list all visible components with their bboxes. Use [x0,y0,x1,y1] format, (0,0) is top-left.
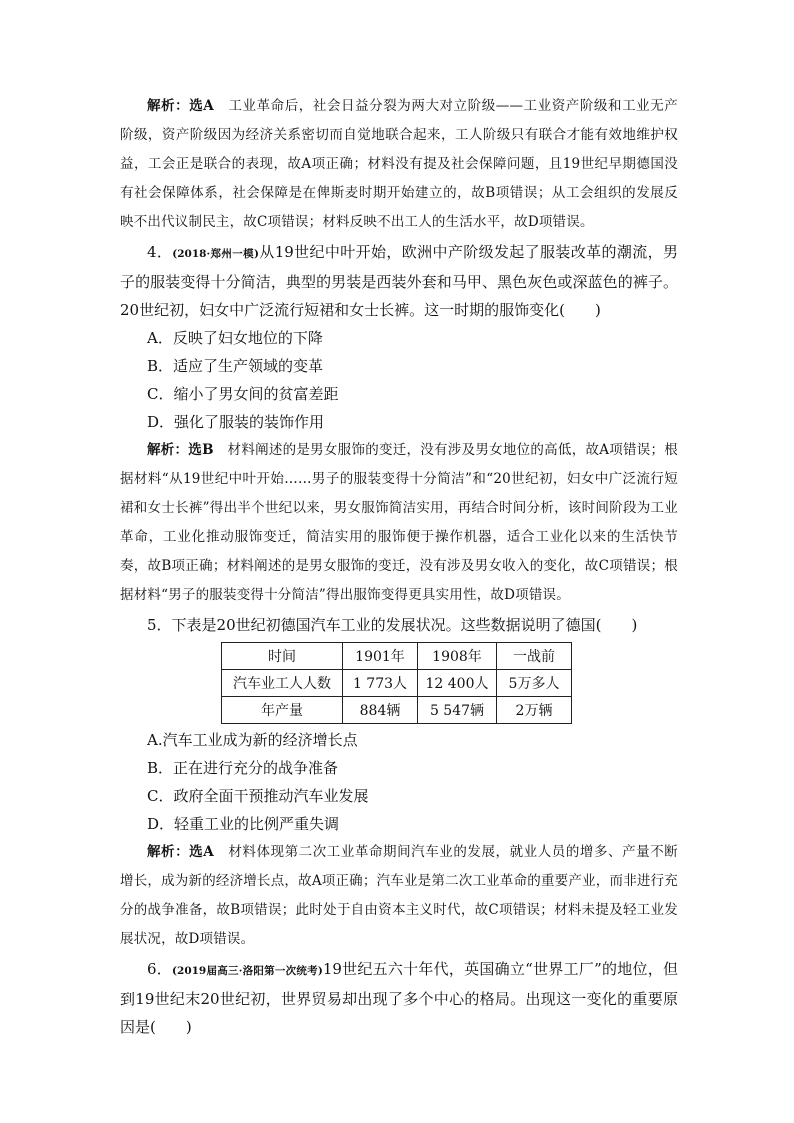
table-header-cell: 一战前 [497,643,572,670]
question-6 [120,955,678,1041]
table-row [222,670,572,697]
table-cell: 年产量 [222,697,343,724]
table-cell: 5万多人 [497,670,572,697]
explanation-label: 解析：选 [147,442,203,458]
table-cell: 2万辆 [497,697,572,724]
table-header-cell: 时间 [222,643,343,670]
explanation-q3 [120,92,678,237]
table-header-cell: 1901年 [343,643,418,670]
option-b: B．适应了生产领域的变革 [147,357,324,375]
data-table [221,642,572,724]
question-number: 4． [147,243,173,261]
table-cell: 1 773人 [343,670,418,697]
explanation-q4 [120,436,678,610]
explanation-q5 [120,838,678,954]
question-stem: 从19世纪中叶开始，欧洲中产阶级发起了服装改革的潮流，男子的服装变得十分简洁，典型的男装是西装外套和马甲、黑色灰色或深蓝色的裤子。20世纪初，妇女中广泛流行短裙和女士长裤。这一时期的服饰变化( ) [120,243,678,319]
table-cell: 5 547辆 [418,697,497,724]
question-5 [120,611,678,639]
option-b: B．正在进行充分的战争准备 [147,759,339,777]
question-stem: 19世纪五六十年代，英国确立“世界工厂”的地位，但到19世纪末20世纪初，世界贸易却出现了多个中心的格局。出现这一变化的重要原因是( ) [120,960,678,1036]
option-c: C．政府全面干预推动汽车业发展 [147,787,369,805]
table-cell: 汽车业工人人数 [222,670,343,697]
question-number: 6． [147,960,173,978]
page-content [120,92,678,1041]
explanation-label: 解析：选 [147,844,204,860]
explanation-text: 材料体现第二次工业革命期间汽车业的发展，就业人员的增多、产量不断增长，成为新的经济增长点，故A项正确；汽车业是第二次工业革命的重要产业，而非进行充分的战争准备，故B项错误；此时处于自由资本主义时代，故C项错误；材料未提及轻工业发展状况，故D项错误。 [120,844,678,947]
option-d: D．强化了服装的装饰作用 [147,413,325,431]
explanation-text: 材料阐述的是男女服饰的变迁，没有涉及男女地位的高低，故A项错误；根据材料“从19世纪中叶开始……男子的服装变得十分简洁”和“20世纪初，妇女中广泛流行短裙和女士长裤”得出半个世纪以来，男女服饰简洁实用，再结合时间分析，该时间阶段为工业革命，工业化推动服饰变迁，简洁实用的服饰便于操作机器，适合工业化以来的生活快节奏，故B项正确；材料阐述的是男女服饰的变迁，没有涉及男女收入的变化，故C项错误；根据材料“男子的服装变得十分简洁”得出服饰变得更具实用性，故D项错误。 [120,442,679,603]
answer-letter: A [203,844,214,860]
question-stem: 下表是20世纪初德国汽车工业的发展状况。这些数据说明了德国( ) [171,616,638,634]
option-d: D．轻重工业的比例严重失调 [147,815,340,833]
option-c: C．缩小了男女间的贫富差距 [147,385,339,403]
table-row [222,697,572,724]
explanation-label: 解析：选 [147,98,204,114]
question-4 [120,238,678,324]
table-header-row [222,643,572,670]
table-cell: 884辆 [343,697,418,724]
explanation-text: 工业革命后，社会日益分裂为两大对立阶级——工业资产阶级和工业无产阶级，资产阶级因为经济关系密切而自觉地联合起来，工人阶级只有联合才能有效地维护权益，工会正是联合的表现，故A项正确；材料没有提及社会保障问题，且19世纪早期德国没有社会保障体系，社会保障是在俾斯麦时期开始建立的，故B项错误；从工会组织的发展反映不出代议制民主，故C项错误；材料反映不出工人的生活水平，故D项错误。 [120,98,678,230]
table-cell: 12 400人 [418,670,497,697]
question-number: 5． [147,616,172,634]
question-source: (2018·郑州一模) [172,248,259,260]
question-source: (2019届高三·洛阳第一次统考) [172,965,323,977]
answer-letter: A [203,98,214,114]
table-header-cell: 1908年 [418,643,497,670]
option-a: A．反映了妇女地位的下降 [147,329,323,347]
option-a: A.汽车工业成为新的经济增长点 [147,731,358,749]
answer-letter: B [202,442,214,458]
